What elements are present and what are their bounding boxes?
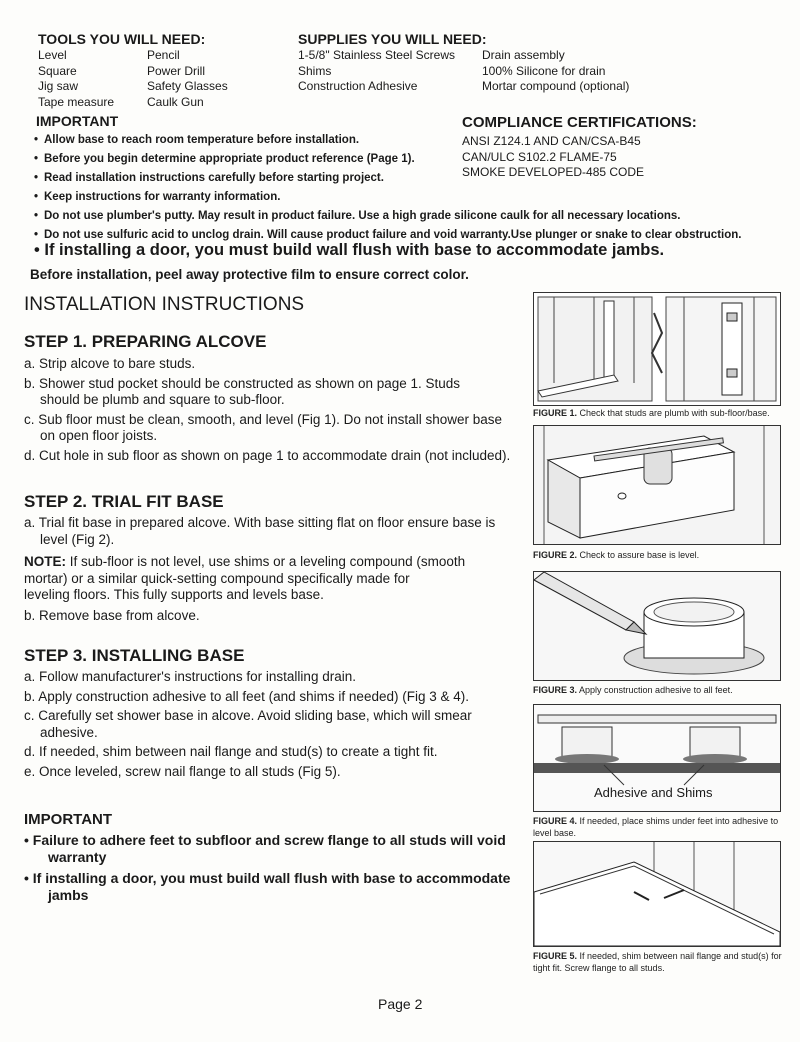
tools-col1 <box>38 48 114 110</box>
figure-5-caption: FIGURE 5. If needed, shim between nail flange and stud(s) for tight fit. Screw flange to all studs. <box>533 951 782 973</box>
tool-item: Caulk Gun <box>147 94 204 109</box>
page-number: Page 2 <box>378 996 423 1012</box>
step-item: a. Follow manufacturer's instructions for installing drain. <box>24 669 356 684</box>
tool-item: Safety Glasses <box>147 79 228 93</box>
step3-heading: STEP 3. INSTALLING BASE <box>24 646 245 665</box>
supplies-col1 <box>298 48 455 95</box>
step2-list <box>24 515 534 627</box>
supply-item: Construction Adhesive <box>298 79 418 93</box>
step1-heading: STEP 1. PREPARING ALCOVE <box>24 332 267 351</box>
supplies-heading: SUPPLIES YOU WILL NEED: <box>298 31 487 47</box>
step3-list <box>24 669 534 783</box>
step-item: b. Shower stud pocket should be constructed as shown on page 1. Studs should be plumb and square to sub-floor. <box>24 375 461 407</box>
important-item: • Keep instructions for warranty information. <box>34 191 281 203</box>
step-note: NOTE: If sub-floor is not level, use shims or a leveling compound (smooth mortar) or a similar quick-setting compound specifically made for leveling floors. This fully supports and levels base. <box>24 554 466 602</box>
important-bottom-list <box>24 832 534 904</box>
studs-level-illustration <box>534 293 780 405</box>
tool-item: Jig saw <box>38 79 79 93</box>
tools-heading: TOOLS YOU WILL NEED: <box>38 31 206 47</box>
compliance-line: CAN/ULC S102.2 FLAME-75 <box>462 149 617 164</box>
important-item: • Do not use plumber's putty. May result in product failure. Use a high grade silicone caulk for all necessary locations. <box>34 210 681 222</box>
step-item: d. If needed, shim between nail flange and stud(s) to create a tight fit. <box>24 744 438 759</box>
step-item: a. Trial fit base in prepared alcove. With base sitting flat on floor ensure base is level (Fig 2). <box>24 515 496 547</box>
step1-list <box>24 356 534 467</box>
install-title: INSTALLATION INSTRUCTIONS <box>24 294 305 315</box>
step-item: a. Strip alcove to bare studs. <box>24 356 196 371</box>
tool-item: Power Drill <box>147 63 206 78</box>
important-item: • Failure to adhere feet to subfloor and screw flange to all studs will void warranty <box>24 832 506 865</box>
tool-item: Square <box>38 63 77 78</box>
compliance-lines <box>462 134 644 181</box>
tool-item: Pencil <box>147 48 180 62</box>
supplies-col2 <box>482 48 629 95</box>
tools-col2 <box>147 48 228 110</box>
step-item: b. Remove base from alcove. <box>24 607 200 623</box>
supply-item: 1-5/8" Stainless Steel Screws <box>298 48 455 62</box>
base-level-illustration <box>534 426 780 544</box>
figure-4-caption: FIGURE 4. If needed, place shims under feet into adhesive to level base. <box>533 816 779 838</box>
supply-item: Drain assembly <box>482 48 565 62</box>
important-item: • Allow base to reach room temperature before installation. <box>34 134 360 146</box>
figure-4-image <box>533 704 781 812</box>
figure-3-caption: FIGURE 3. Apply construction adhesive to all feet. <box>533 685 733 695</box>
supply-item: Mortar compound (optional) <box>482 79 630 93</box>
figure-5-image <box>533 841 781 947</box>
figure-2-image <box>533 425 781 545</box>
tool-item: Tape measure <box>38 94 115 109</box>
compliance-heading: COMPLIANCE CERTIFICATIONS: <box>462 114 697 131</box>
step2-heading: STEP 2. TRIAL FIT BASE <box>24 492 224 511</box>
compliance-line: SMOKE DEVELOPED-485 CODE <box>462 165 645 179</box>
important-heading: IMPORTANT <box>36 113 119 129</box>
important-item: • Do not use sulfuric acid to unclog drain. Will cause product failure and void warranty.Use plunger or snake to clear obstruction. <box>34 229 742 241</box>
peel-note: Before installation, peel away protective film to ensure correct color. <box>30 267 469 282</box>
important-list <box>34 131 784 245</box>
figure-2-caption: FIGURE 2. Check to assure base is level. <box>533 550 700 560</box>
figure-1-caption: FIGURE 1. Check that studs are plumb with sub-floor/base. <box>533 408 770 418</box>
supply-item: 100% Silicone for drain <box>482 63 606 78</box>
figure-3-image <box>533 571 781 681</box>
step-item: c. Carefully set shower base in alcove. Avoid sliding base, which will smear adhesive. <box>24 708 472 740</box>
tool-item: Level <box>38 48 67 62</box>
important-item: • Before you begin determine appropriate product reference (Page 1). <box>34 153 415 165</box>
step-item: b. Apply construction adhesive to all feet (and shims if needed) (Fig 3 & 4). <box>24 688 469 704</box>
step-item: c. Sub floor must be clean, smooth, and level (Fig 1). Do not install shower base on open floor joists. <box>24 411 502 443</box>
figure-4-callout: Adhesive and Shims <box>594 785 713 800</box>
door-warning: • If installing a door, you must build wall flush with base to accommodate jambs. <box>34 241 665 259</box>
compliance-line: ANSI Z124.1 AND CAN/CSA-B45 <box>462 134 641 148</box>
important-item: • Read installation instructions carefully before starting project. <box>34 172 384 184</box>
important-item: • If installing a door, you must build wall flush with base to accommodate jambs <box>24 870 511 903</box>
important-bottom-heading: IMPORTANT <box>24 811 113 828</box>
step-item: d. Cut hole in sub floor as shown on page 1 to accommodate drain (not included). <box>24 447 511 463</box>
supply-item: Shims <box>298 63 332 78</box>
step-item: e. Once leveled, screw nail flange to all studs (Fig 5). <box>24 763 341 779</box>
nail-flange-illustration <box>534 842 780 946</box>
figure-1-image <box>533 292 781 406</box>
adhesive-application-illustration <box>534 572 780 680</box>
